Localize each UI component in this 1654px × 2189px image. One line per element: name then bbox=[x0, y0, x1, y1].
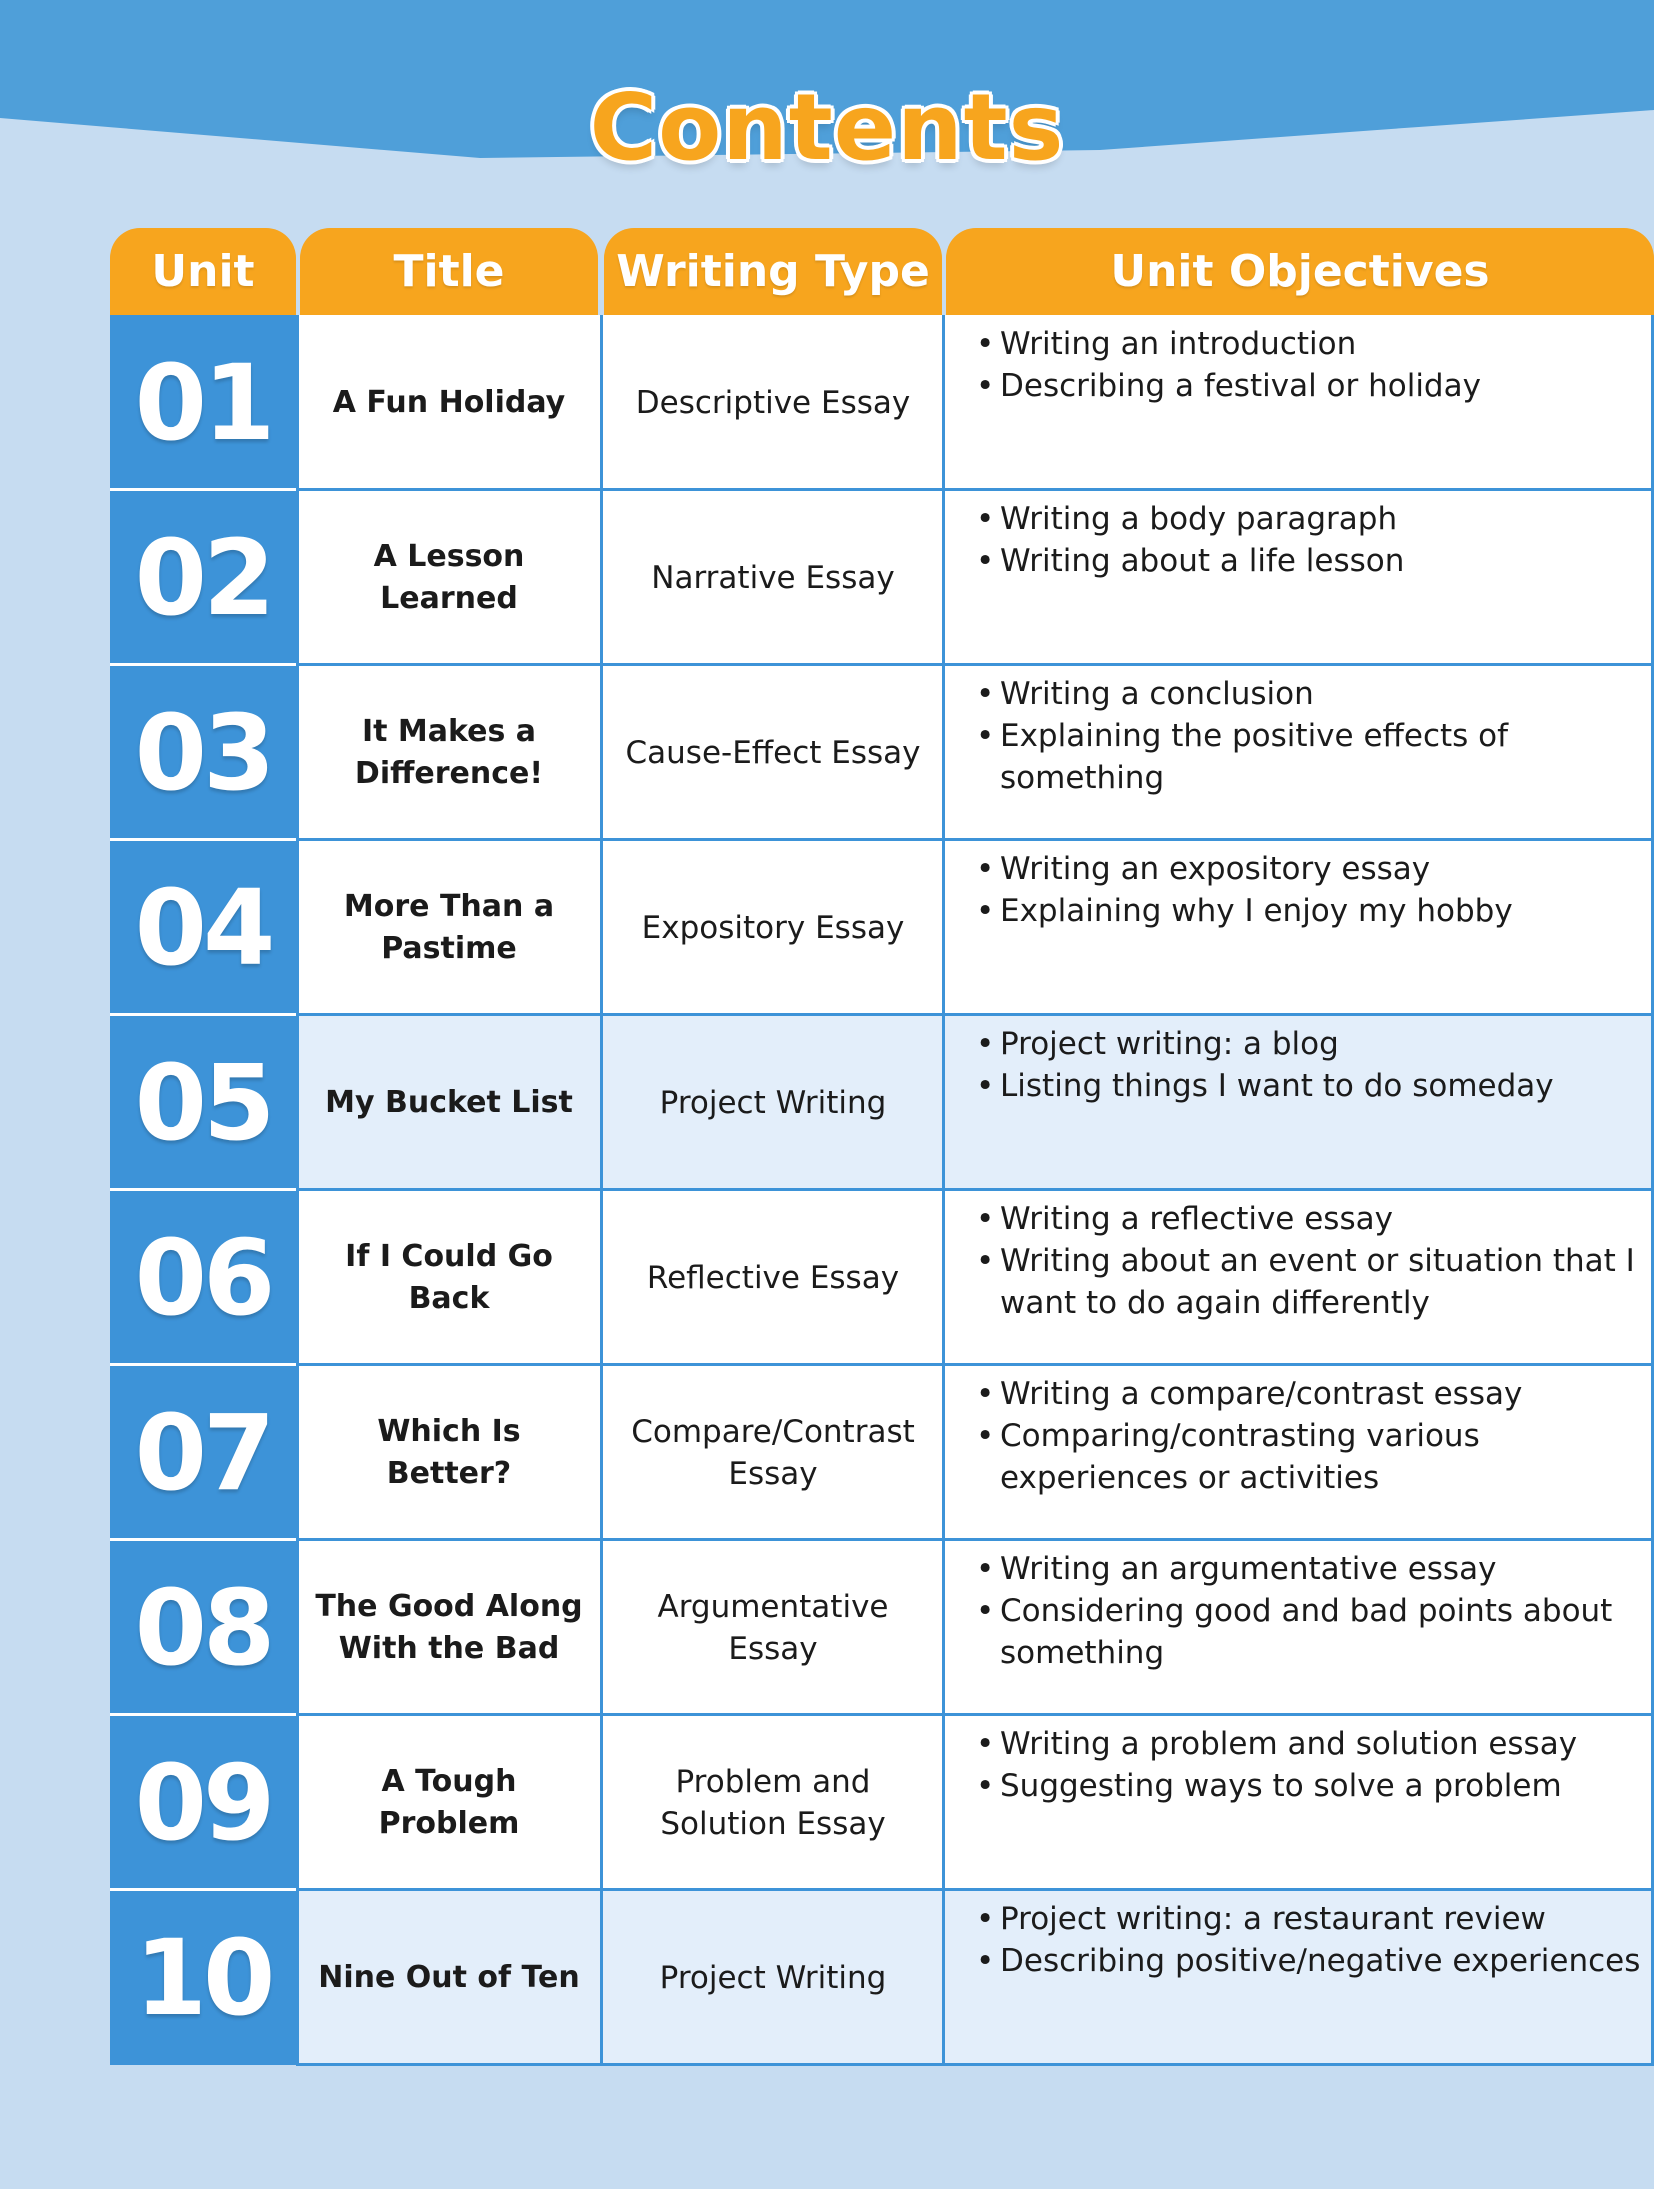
header-writing-type-label: Writing Type bbox=[616, 246, 930, 297]
table-row bbox=[110, 315, 1654, 490]
unit-separator bbox=[110, 1188, 296, 1191]
writing-type-text: Reflective Essay bbox=[646, 1259, 900, 1296]
unit-title-text: The Good Along With the Bad bbox=[315, 1588, 583, 1666]
grid-line-horizontal bbox=[296, 1188, 1654, 1191]
objective-item: • Writing about a life lesson bbox=[976, 540, 1404, 582]
unit-number: 02 bbox=[110, 490, 296, 665]
objective-item: • Writing an introduction bbox=[976, 323, 1481, 365]
objective-item: • Describing a festival or holiday bbox=[976, 365, 1481, 407]
unit-number: 07 bbox=[110, 1365, 296, 1540]
writing-type-text: Project Writing bbox=[659, 1959, 887, 1996]
writing-type-text: Project Writing bbox=[659, 1084, 887, 1121]
unit-objectives bbox=[946, 1015, 1654, 1190]
grid-line-horizontal bbox=[296, 1888, 1654, 1891]
header-unit-objectives-label: Unit Objectives bbox=[1110, 246, 1490, 297]
unit-title bbox=[298, 490, 600, 665]
unit-objectives bbox=[946, 1540, 1654, 1715]
writing-type bbox=[604, 1540, 942, 1715]
unit-title bbox=[298, 840, 600, 1015]
objectives-list bbox=[976, 498, 1404, 582]
unit-objectives bbox=[946, 1890, 1654, 2065]
objective-item: • Project writing: a blog bbox=[976, 1023, 1554, 1065]
unit-separator bbox=[110, 488, 296, 491]
writing-type-text: Narrative Essay bbox=[651, 559, 895, 596]
table-row bbox=[110, 1015, 1654, 1190]
objective-item: • Listing things I want to do someday bbox=[976, 1065, 1554, 1107]
unit-title-text: A Lesson Learned bbox=[373, 538, 525, 616]
objective-item: • Writing a problem and solution essay bbox=[976, 1723, 1577, 1765]
grid-line-horizontal bbox=[296, 1713, 1654, 1716]
table-row bbox=[110, 1365, 1654, 1540]
grid-line-horizontal bbox=[296, 1363, 1654, 1366]
unit-separator bbox=[110, 1538, 296, 1541]
objective-item: • Writing a reflective essay bbox=[976, 1198, 1654, 1240]
unit-title-text: It Makes a Difference! bbox=[354, 713, 544, 791]
unit-title-text: A Fun Holiday bbox=[332, 384, 566, 420]
unit-number: 09 bbox=[110, 1715, 296, 1890]
unit-title-text: If I Could Go Back bbox=[345, 1238, 553, 1316]
header-unit bbox=[110, 228, 296, 315]
objective-item: • Considering good and bad points about something bbox=[976, 1590, 1654, 1674]
header-title-label: Title bbox=[393, 246, 505, 297]
objective-item: • Writing an expository essay bbox=[976, 848, 1513, 890]
header-writing-type bbox=[604, 228, 942, 315]
writing-type bbox=[604, 1190, 942, 1365]
objective-item: • Explaining the positive effects of something bbox=[976, 715, 1654, 799]
table-row bbox=[110, 665, 1654, 840]
page-title: Contents bbox=[589, 74, 1065, 181]
grid-line-horizontal bbox=[296, 663, 1654, 666]
header-unit-objectives bbox=[946, 228, 1654, 315]
table-header bbox=[110, 228, 1654, 315]
unit-number: 01 bbox=[110, 315, 296, 490]
writing-type bbox=[604, 840, 942, 1015]
writing-type bbox=[604, 490, 942, 665]
writing-type-text: Compare/Contrast Essay bbox=[631, 1413, 915, 1492]
unit-number: 04 bbox=[110, 840, 296, 1015]
unit-separator bbox=[110, 1363, 296, 1366]
unit-objectives bbox=[946, 665, 1654, 840]
objective-item: • Suggesting ways to solve a problem bbox=[976, 1765, 1577, 1807]
unit-separator bbox=[110, 663, 296, 666]
grid-line-horizontal bbox=[296, 488, 1654, 491]
objective-item: • Writing a compare/contrast essay bbox=[976, 1373, 1654, 1415]
objective-item: • Project writing: a restaurant review bbox=[976, 1898, 1640, 1940]
unit-title bbox=[298, 1365, 600, 1540]
objective-item: • Writing a conclusion bbox=[976, 673, 1654, 715]
objectives-list bbox=[976, 1198, 1654, 1324]
objective-item: • Writing a body paragraph bbox=[976, 498, 1404, 540]
grid-line-horizontal bbox=[296, 2063, 1654, 2066]
unit-title-text: More Than a Pastime bbox=[343, 888, 555, 966]
table-row bbox=[110, 1190, 1654, 1365]
table-row bbox=[110, 840, 1654, 1015]
writing-type bbox=[604, 665, 942, 840]
unit-title-text: Which Is Better? bbox=[377, 1413, 521, 1491]
unit-number: 06 bbox=[110, 1190, 296, 1365]
unit-objectives bbox=[946, 1365, 1654, 1540]
unit-separator bbox=[110, 1713, 296, 1716]
objective-item: • Comparing/contrasting various experiences or activities bbox=[976, 1415, 1654, 1499]
objectives-list bbox=[976, 1548, 1654, 1674]
unit-separator bbox=[110, 1888, 296, 1891]
objective-item: • Explaining why I enjoy my hobby bbox=[976, 890, 1513, 932]
unit-title-text: Nine Out of Ten bbox=[318, 1959, 580, 1995]
unit-title bbox=[298, 1540, 600, 1715]
objectives-list bbox=[976, 673, 1654, 799]
unit-objectives bbox=[946, 1715, 1654, 1890]
writing-type-text: Descriptive Essay bbox=[635, 384, 911, 421]
objectives-list bbox=[976, 1898, 1640, 1982]
unit-number: 03 bbox=[110, 665, 296, 840]
unit-title bbox=[298, 1890, 600, 2065]
unit-title bbox=[298, 315, 600, 490]
unit-objectives bbox=[946, 490, 1654, 665]
grid-line-horizontal bbox=[296, 1538, 1654, 1541]
writing-type bbox=[604, 1015, 942, 1190]
table-row bbox=[110, 1890, 1654, 2065]
unit-number: 05 bbox=[110, 1015, 296, 1190]
unit-title bbox=[298, 1715, 600, 1890]
header-unit-label: Unit bbox=[151, 246, 255, 297]
grid-line-horizontal bbox=[296, 838, 1654, 841]
table-row bbox=[110, 490, 1654, 665]
objective-item: • Writing an argumentative essay bbox=[976, 1548, 1654, 1590]
table-row bbox=[110, 1715, 1654, 1890]
writing-type bbox=[604, 1715, 942, 1890]
table-row bbox=[110, 1540, 1654, 1715]
unit-title bbox=[298, 1015, 600, 1190]
writing-type-text: Cause-Effect Essay bbox=[625, 734, 921, 771]
unit-title bbox=[298, 665, 600, 840]
objective-item: • Describing positive/negative experiences bbox=[976, 1940, 1640, 1982]
unit-objectives bbox=[946, 1190, 1654, 1365]
grid-line-horizontal bbox=[296, 1013, 1654, 1016]
unit-objectives bbox=[946, 315, 1654, 490]
unit-number: 08 bbox=[110, 1540, 296, 1715]
unit-title bbox=[298, 1190, 600, 1365]
writing-type-text: Argumentative Essay bbox=[657, 1588, 889, 1667]
writing-type bbox=[604, 315, 942, 490]
unit-title-text: My Bucket List bbox=[325, 1084, 573, 1120]
objectives-list bbox=[976, 323, 1481, 407]
unit-separator bbox=[110, 1013, 296, 1016]
unit-number: 10 bbox=[110, 1890, 296, 2065]
writing-type bbox=[604, 1365, 942, 1540]
objectives-list bbox=[976, 1373, 1654, 1499]
unit-title-text: A Tough Problem bbox=[378, 1763, 520, 1841]
writing-type-text: Expository Essay bbox=[641, 909, 905, 946]
writing-type bbox=[604, 1890, 942, 2065]
objectives-list bbox=[976, 1023, 1554, 1107]
unit-separator bbox=[110, 838, 296, 841]
header-title bbox=[300, 228, 598, 315]
writing-type-text: Problem and Solution Essay bbox=[660, 1763, 886, 1842]
objectives-list bbox=[976, 1723, 1577, 1807]
objective-item: • Writing about an event or situation that I want to do again differently bbox=[976, 1240, 1654, 1324]
unit-objectives bbox=[946, 840, 1654, 1015]
objectives-list bbox=[976, 848, 1513, 932]
